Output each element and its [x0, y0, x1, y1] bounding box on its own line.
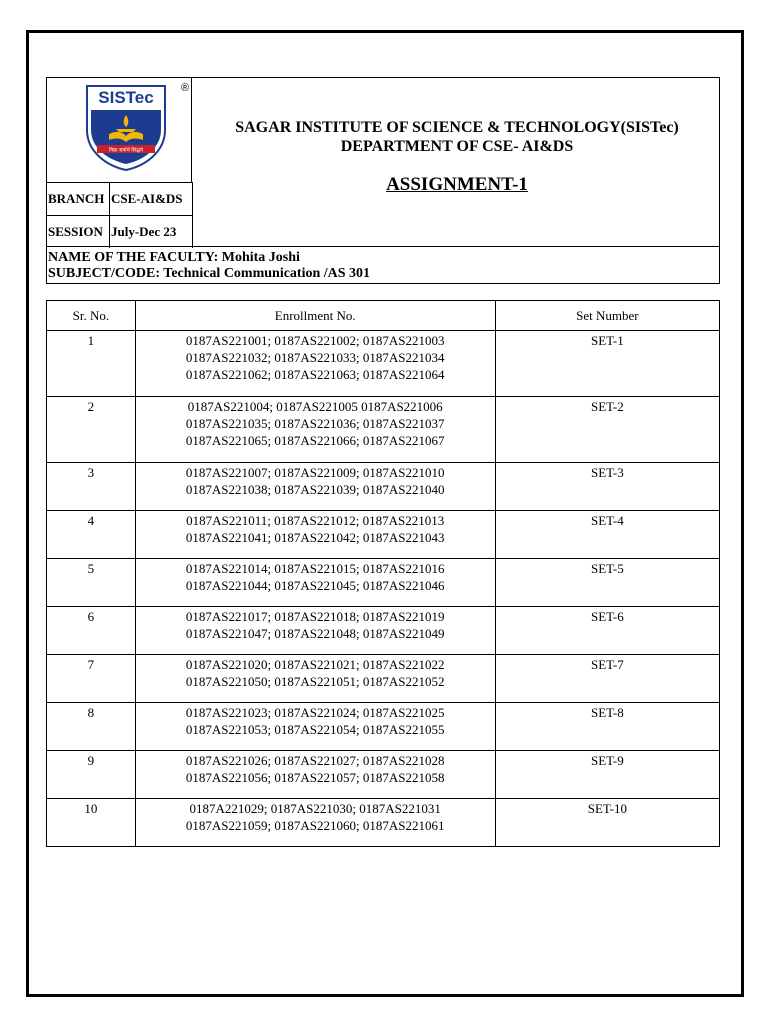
table-row: [47, 559, 720, 607]
table-row: [47, 655, 720, 703]
enrollment-line: 0187AS221023; 0187AS221024; 0187AS221025: [185, 705, 445, 720]
sr-no-cell: 2: [47, 397, 136, 463]
table-row: [47, 799, 720, 847]
sr-no-cell: 8: [47, 703, 136, 751]
enrollment-cell: [135, 559, 495, 607]
set-number-cell: SET-9: [495, 751, 719, 799]
assignment-title: ASSIGNMENT-1: [386, 174, 528, 195]
table-row: [47, 703, 720, 751]
enrollment-cell: [135, 607, 495, 655]
enrollment-line: 0187AS221062; 0187AS221063; 0187AS221064: [185, 367, 445, 382]
enrollment-line: 0187AS221044; 0187AS221045; 0187AS221046: [185, 578, 445, 593]
branch-session-table: [47, 182, 193, 248]
enrollment-line: 0187AS221001; 0187AS221002; 0187AS221003: [185, 333, 445, 348]
set-number-cell: SET-3: [495, 463, 719, 511]
enrollment-line: 0187AS221014; 0187AS221015; 0187AS221016: [185, 561, 445, 576]
table-row: [47, 397, 720, 463]
enrollment-cell: [135, 397, 495, 463]
sr-no-cell: 7: [47, 655, 136, 703]
session-label: SESSION: [47, 216, 110, 249]
session-row: [47, 216, 193, 249]
enrollment-line: 0187AS221038; 0187AS221039; 0187AS221040: [185, 482, 445, 497]
institute-name: SAGAR INSTITUTE OF SCIENCE & TECHNOLOGY(SISTec): [235, 119, 679, 136]
sr-no-cell: 6: [47, 607, 136, 655]
set-number-cell: SET-4: [495, 511, 719, 559]
enrollment-line: 0187AS221020; 0187AS221021; 0187AS221022: [185, 657, 445, 672]
header-sr-no: Sr. No.: [47, 301, 136, 331]
registered-mark: ®: [181, 82, 190, 94]
enrollment-line: 0187A221029; 0187AS221030; 0187AS221031: [189, 801, 441, 816]
sr-no-cell: 3: [47, 463, 136, 511]
sr-no-cell: 4: [47, 511, 136, 559]
table-row: [47, 331, 720, 397]
branch-row: [47, 183, 193, 216]
enrollment-line: 0187AS221047; 0187AS221048; 0187AS221049: [185, 626, 445, 641]
header-enrollment-no: Enrollment No.: [135, 301, 495, 331]
enrollment-line: 0187AS221050; 0187AS221051; 0187AS221052: [185, 674, 445, 689]
enrollment-cell: [135, 703, 495, 751]
enrollment-cell: [135, 511, 495, 559]
enrollment-cell: [135, 463, 495, 511]
sr-no-cell: 9: [47, 751, 136, 799]
set-number-cell: SET-8: [495, 703, 719, 751]
set-assignment-table: [46, 300, 720, 847]
enrollment-line: 0187AS221065; 0187AS221066; 0187AS221067: [185, 433, 445, 448]
table-header-row: [47, 301, 720, 331]
department-name: DEPARTMENT OF CSE- AI&DS: [340, 138, 574, 155]
set-number-cell: SET-6: [495, 607, 719, 655]
enrollment-cell: [135, 331, 495, 397]
table-body: [47, 331, 720, 847]
branch-label: BRANCH: [47, 183, 110, 216]
enrollment-cell: [135, 655, 495, 703]
set-number-cell: SET-10: [495, 799, 719, 847]
enrollment-line: 0187AS221032; 0187AS221033; 0187AS221034: [185, 350, 445, 365]
institute-title: [197, 118, 717, 156]
set-number-cell: SET-7: [495, 655, 719, 703]
sr-no-cell: 5: [47, 559, 136, 607]
svg-text:विद्या सर्वार्थ सिद्धये: विद्या सर्वार्थ सिद्धये: [109, 147, 143, 154]
enrollment-line: 0187AS221041; 0187AS221042; 0187AS221043: [185, 530, 445, 545]
session-value: July-Dec 23: [110, 216, 193, 249]
table-row: [47, 751, 720, 799]
table-row: [47, 511, 720, 559]
sistec-logo-icon: [81, 82, 171, 172]
enrollment-line: 0187AS221017; 0187AS221018; 0187AS221019: [185, 609, 445, 624]
sr-no-cell: 1: [47, 331, 136, 397]
enrollment-cell: [135, 751, 495, 799]
enrollment-line: 0187AS221035; 0187AS221036; 0187AS221037: [185, 416, 445, 431]
table-row: [47, 463, 720, 511]
branch-value: CSE-AI&DS: [110, 183, 193, 216]
header-set-number: Set Number: [495, 301, 719, 331]
enrollment-line: 0187AS221026; 0187AS221027; 0187AS221028: [185, 753, 445, 768]
faculty-info: [47, 246, 719, 283]
faculty-name: NAME OF THE FACULTY: Mohita Joshi: [48, 250, 300, 265]
subject-code: SUBJECT/CODE: Technical Communication /AS 301: [48, 266, 371, 281]
institute-logo: [81, 82, 190, 172]
enrollment-line: 0187AS221056; 0187AS221057; 0187AS221058: [185, 770, 445, 785]
sr-no-cell: 10: [47, 799, 136, 847]
set-number-cell: SET-2: [495, 397, 719, 463]
set-number-cell: SET-1: [495, 331, 719, 397]
enrollment-line: 0187AS221059; 0187AS221060; 0187AS221061: [185, 818, 445, 833]
svg-text:SISTec: SISTec: [98, 88, 154, 107]
header-box: [46, 77, 720, 284]
enrollment-line: 0187AS221007; 0187AS221009; 0187AS221010: [185, 465, 445, 480]
table-row: [47, 607, 720, 655]
enrollment-cell: [135, 799, 495, 847]
enrollment-line: 0187AS221004; 0187AS221005 0187AS221006: [187, 399, 443, 414]
enrollment-line: 0187AS221053; 0187AS221054; 0187AS221055: [185, 722, 445, 737]
logo-cell: [47, 78, 192, 182]
set-number-cell: SET-5: [495, 559, 719, 607]
enrollment-line: 0187AS221011; 0187AS221012; 0187AS221013: [186, 513, 445, 528]
